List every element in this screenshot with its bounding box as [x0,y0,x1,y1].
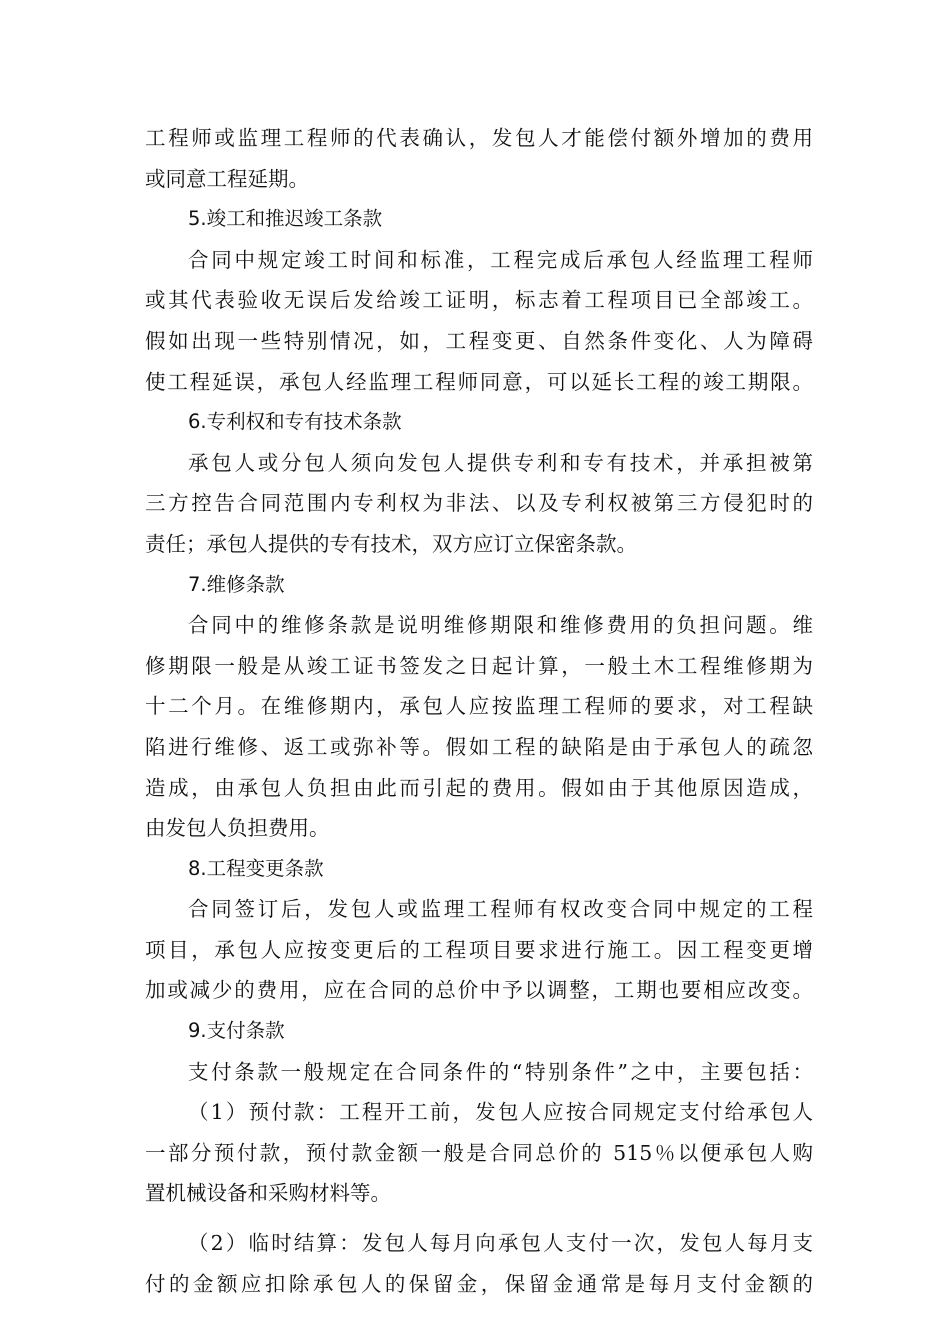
text-line: 使工程延误，承包人经监理工程师同意，可以延长工程的竣工期限。 [145,369,813,394]
section-heading-9 [145,1011,813,1052]
paragraph-variation [145,889,813,1011]
text-line: 三方控告合同范围内专利权为非法、以及专利权被第三方侵犯时的 [145,491,813,516]
text-line: 置机械设备和采购材料等。 [145,1181,391,1206]
text-line: 合同中的维修条款是说明维修期限和维修费用的负担问题。维 [188,613,813,638]
paragraph-patent [145,443,813,565]
text-line: 造成，由承包人负担由此而引起的费用。假如由于其他原因造成， [145,775,813,800]
text-line: 合同签订后，发包人或监理工程师有权改变合同中规定的工程 [188,897,813,922]
heading-text: 7.维修条款 [188,572,285,596]
text-line: （2）临时结算：发包人每月向承包人支付一次，发包人每月支 [188,1231,813,1256]
text-line: 承包人或分包人须向发包人提供专利和专有技术，并承担被第 [188,450,813,475]
text-line: 假如出现一些特别情况，如，工程变更、自然条件变化、人为障碍 [145,328,813,353]
paragraph-maintenance [145,605,813,849]
text-line: 修期限一般是从竣工证书签发之日起计算，一般土木工程维修期为 [145,653,813,678]
text-line: 支付条款一般规定在合同条件的“特别条件”之中，主要包括： [188,1059,813,1084]
heading-text: 6.专利权和专有技术条款 [188,410,402,434]
paragraph-payment-intro [145,1052,813,1093]
paragraph-gap [145,1214,813,1223]
text-line: 责任；承包人提供的专有技术，双方应订立保密条款。 [145,531,637,556]
paragraph-advance-payment [145,1092,813,1214]
text-line: 加或减少的费用，应在合同的总价中予以调整，工期也要相应改变。 [145,978,813,1003]
text-line: 或其代表验收无误后发给竣工证明，标志着工程项目已全部竣工。 [145,288,813,313]
text-line: 合同中规定竣工时间和标准，工程完成后承包人经监理工程师 [188,247,813,272]
text-line: 陷进行维修、返工或弥补等。假如工程的缺陷是由于承包人的疏忽 [145,734,813,759]
section-heading-5 [145,199,813,240]
text-line: 或同意工程延期。 [145,166,309,191]
section-heading-6 [145,402,813,443]
text-line: 由发包人负担费用。 [145,816,330,841]
text-line: 付的金额应扣除承包人的保留金，保留金通常是每月支付金额的 [145,1271,813,1296]
text-line: （1）预付款：工程开工前，发包人应按合同规定支付给承包人 [188,1100,813,1125]
paragraph-interim-settlement [145,1223,813,1304]
paragraph-continuation [145,118,813,199]
heading-text: 5.竣工和推迟竣工条款 [188,207,383,231]
heading-text: 8.工程变更条款 [188,856,324,880]
text-line: 项目，承包人应按变更后的工程项目要求进行施工。因工程变更增 [145,937,813,962]
text-line: 十二个月。在维修期内，承包人应按监理工程师的要求，对工程缺 [145,694,813,719]
heading-text: 9.支付条款 [188,1019,285,1043]
section-heading-7 [145,565,813,606]
text-line: 一部分预付款，预付款金额一般是合同总价的 515％以便承包人购 [145,1140,813,1165]
document-body [145,118,813,1304]
paragraph-completion [145,240,813,402]
text-line: 工程师或监理工程师的代表确认，发包人才能偿付额外增加的费用 [145,126,813,150]
section-heading-8 [145,849,813,890]
